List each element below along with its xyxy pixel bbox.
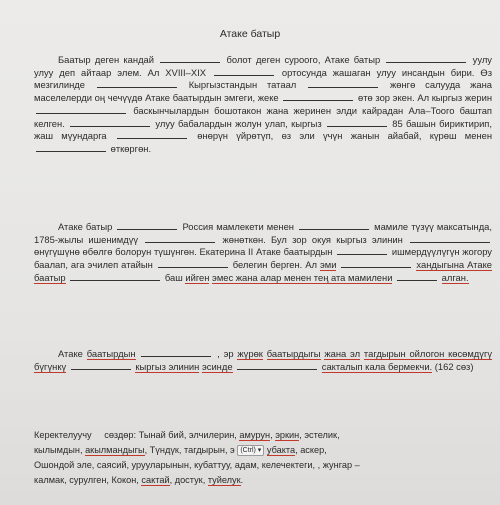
text: кыргыз элинин [336, 233, 403, 245]
blank [397, 272, 437, 281]
keyword-label: Керектелуучу [34, 430, 92, 440]
blank [141, 348, 211, 357]
text: жөнөткөн. Бул зор окуя [222, 233, 331, 245]
text-underlined: баатырдын [86, 348, 136, 359]
blank [97, 79, 177, 88]
text: мамиле [374, 221, 409, 232]
text-underlined: кыргыз элинин [135, 360, 200, 372]
blank [36, 143, 106, 152]
text: . [240, 475, 244, 485]
blank [70, 272, 160, 281]
keyword-line-4 [34, 473, 492, 488]
text: 85 башын бириктирип, жаш мүундарга [34, 117, 492, 142]
text: калмак, сурулген, Кокон, [34, 475, 139, 485]
text: , эр [217, 348, 234, 359]
text: , [270, 430, 273, 440]
text: жашаган улуу инсандын бири. Өз мезгилинде [34, 66, 492, 91]
blank [410, 234, 490, 243]
text: ишмердүүлүгүн жогору баалап, ага эчилеп атайын [34, 246, 492, 271]
blank [308, 79, 378, 88]
text-underlined: тагдырын ойлогон көсөмдүгү бүгүнкү [34, 348, 493, 372]
paragraph-1 [34, 54, 492, 156]
text: болот деген суроого, Атаке батыр [226, 54, 381, 65]
text: Ала–Тоого баштап келген. [34, 104, 492, 129]
document-title: Атаке батыр [219, 28, 281, 40]
text: өткөргөн. [110, 142, 152, 154]
text: жөнгө салууда жана маселелерди оң чечүүдө Атаке [34, 79, 492, 104]
text: эли үчүн жанын айабай, күрөш менен [299, 130, 493, 142]
text: Баатыр деген кандай [58, 54, 154, 65]
text: сөздөр: Тынай бий, элчилерин, [104, 430, 237, 440]
text: татаал [266, 79, 297, 91]
text: , достук, [169, 475, 206, 485]
text: Кыргызстандын [188, 79, 258, 91]
text: түзүү максатында, 1785-жылы ишенимдүү [34, 221, 492, 245]
blank [71, 361, 131, 370]
text: , аскер, [295, 445, 327, 455]
blank [160, 54, 220, 63]
blank [237, 361, 317, 370]
text-underlined: жана эл [324, 348, 361, 359]
text: баатырдын эмгеги, жеке [172, 92, 279, 104]
text: Атаке баатырдын [256, 246, 333, 258]
text-underlined: хандыгына Атаке [416, 259, 492, 271]
text: өтө зор экен. Ал кыргыз жерин [357, 92, 492, 104]
text: , эстелик, [299, 430, 340, 440]
blank [337, 246, 387, 255]
text-underlined: жүрөк [237, 348, 263, 359]
blank [145, 234, 215, 243]
blank [36, 105, 126, 114]
text-underlined: алган. [441, 271, 469, 283]
text-underlined: убакта [266, 445, 296, 455]
text: (162 сөз) [434, 360, 474, 372]
text-underlined: сактай [141, 475, 170, 485]
text-underlined: туйелук [207, 475, 241, 485]
blank [70, 118, 150, 127]
text-underlined: эми [319, 259, 337, 271]
text: өнүгүшүнө өбөлгө болорун түшүнгөн. Екатерина II [34, 246, 254, 258]
text-underlined: акылмандыгы [85, 445, 145, 455]
text: Ошондой эле, саясий, урууларынын, кубаттуу, адам, келечектеги, , жунгар – [34, 460, 360, 470]
keyword-line-3 [34, 458, 492, 473]
text: ортосунда [281, 66, 327, 78]
text: улуу бабалардын жолун улап, кыргыз [155, 117, 322, 129]
blank [299, 221, 369, 230]
text: баш [164, 271, 183, 283]
paragraph-2 [34, 221, 492, 285]
text: Россия мамлекети менен [182, 221, 294, 232]
text: өнөрүн үйрөтүп, өз [197, 130, 292, 142]
paragraph-3 [34, 348, 492, 373]
text-underlined: амурун [239, 430, 271, 440]
text-underlined: эсинде [201, 360, 233, 372]
blank [117, 221, 177, 230]
paste-options-button[interactable]: (Ctrl) ▾ [237, 445, 264, 456]
text: Атаке батыр [58, 221, 113, 232]
text: кылымдын, [34, 445, 83, 455]
text-underlined: эмес жана алар менен тең ата мамилени [212, 271, 393, 283]
blank [386, 54, 466, 63]
text: белегин берген. Ал [232, 259, 317, 271]
text-underlined: ийген [185, 271, 210, 283]
keyword-line-1 [34, 428, 492, 443]
blank [341, 259, 411, 268]
blank [214, 67, 274, 76]
text: Атаке [58, 348, 83, 359]
keyword-line-2 [34, 443, 492, 458]
text: баскынчылардын бошотакон жана жеринен элди кайрадан [133, 104, 404, 116]
text: , Түндүк, тагдырын, э [144, 445, 235, 455]
blank [283, 92, 353, 101]
text: уулу улуу деп айтаар элем. Ал XVIII–XIX [34, 54, 492, 78]
blank [158, 259, 228, 268]
text-underlined: баатырдыгы [266, 348, 321, 359]
keyword-list [34, 428, 492, 488]
text-underlined: баатыр [34, 271, 66, 283]
text-underlined: эркин [275, 430, 300, 440]
text-underlined: сакталып кала бермекчи. [321, 360, 433, 372]
blank [327, 118, 387, 127]
blank [117, 130, 187, 139]
